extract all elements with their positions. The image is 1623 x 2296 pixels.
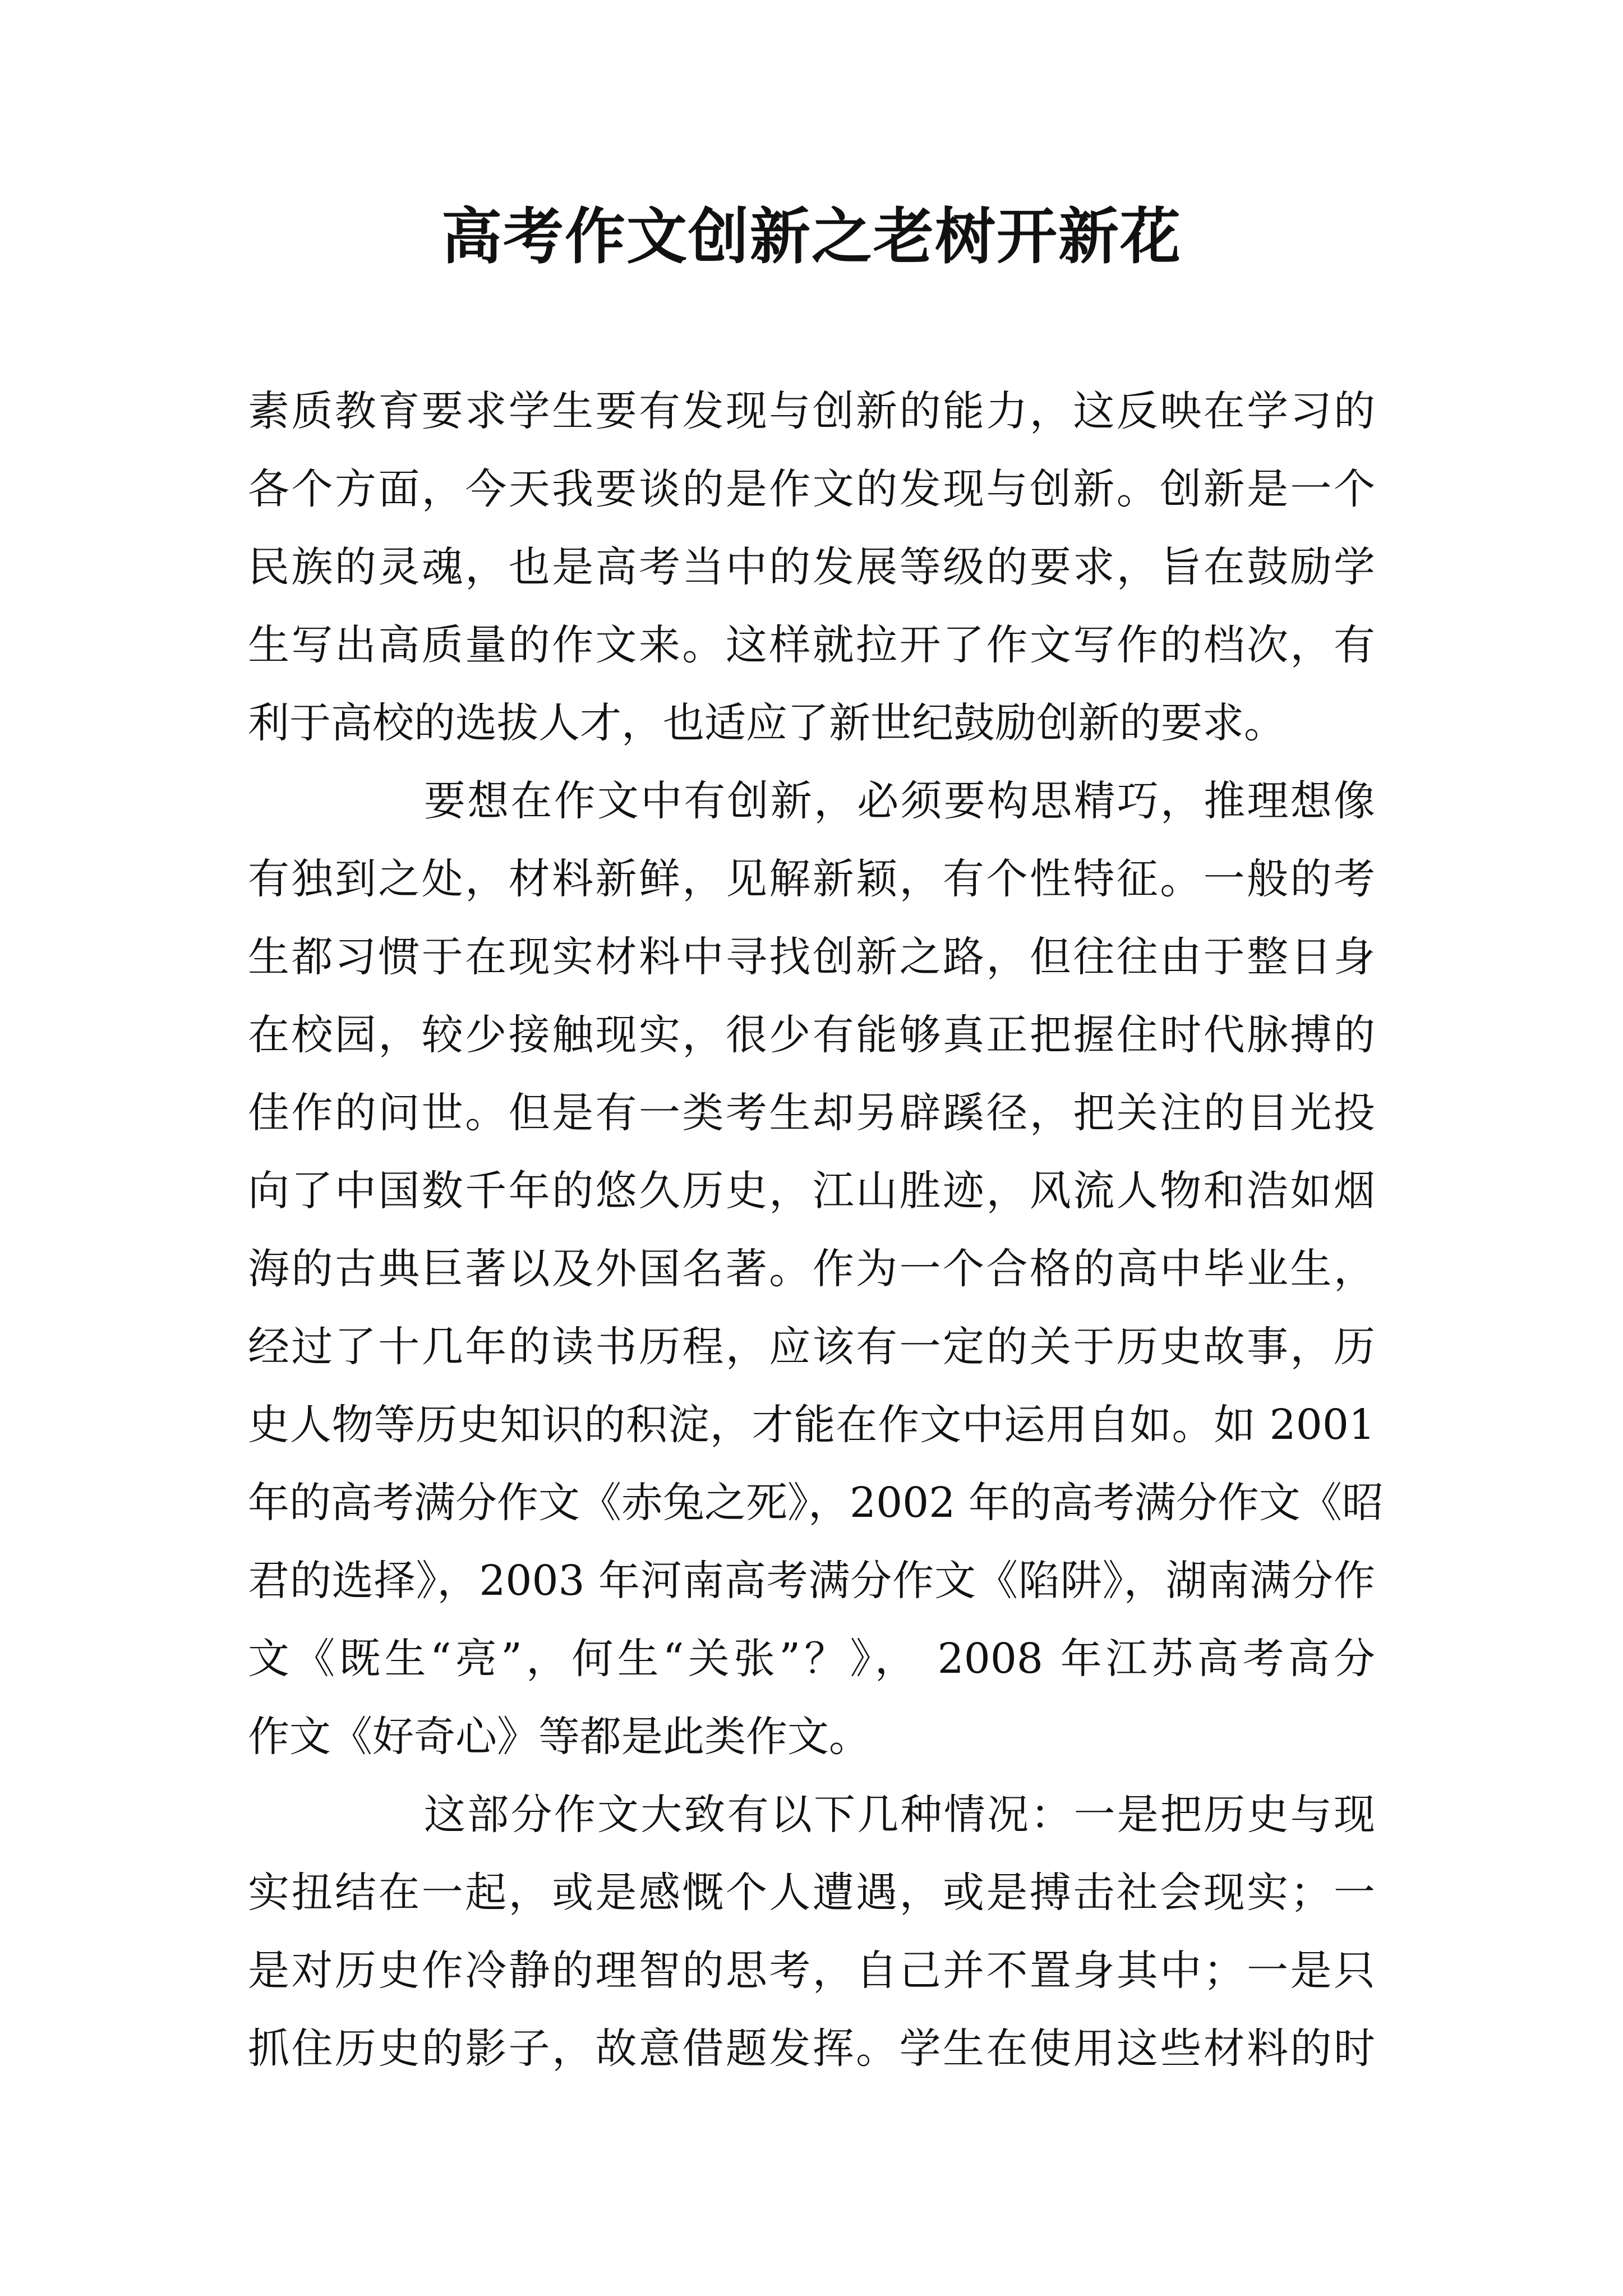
paragraph-line: 民族的灵魂，也是高考当中的发展等级的要求，旨在鼓励学 — [248, 543, 1375, 591]
document-title: 高考作文创新之老树开新花 — [441, 201, 1182, 272]
paragraph-line: 有独到之处，材料新鲜，见解新颖，有个性特征。一般的考 — [248, 855, 1375, 903]
paragraph-line: 利于高校的选拔人才，也适应了新世纪鼓励创新的要求。 — [248, 699, 1285, 747]
paragraph-line: 年的高考满分作文《赤兔之死》，2002 年的高考满分作文《昭 — [248, 1479, 1384, 1527]
paragraph-line: 向了中国数千年的悠久历史，江山胜迹，风流人物和浩如烟 — [248, 1167, 1375, 1215]
paragraph-line: 素质教育要求学生要有发现与创新的能力，这反映在学习的 — [248, 387, 1375, 435]
paragraph-line: 君的选择》，2003 年河南高考满分作文《陷阱》，湖南满分作 — [248, 1557, 1375, 1605]
paragraph-line: 经过了十几年的读书历程，应该有一定的关于历史故事，历 — [248, 1323, 1375, 1371]
paragraph-line: 作文《好奇心》等都是此类作文。 — [248, 1713, 870, 1761]
paragraph-line: 史人物等历史知识的积淀，才能在作文中运用自如。如 2001 — [248, 1401, 1375, 1449]
paragraph-line: 文《既生“亮”，何生“关张”？》， 2008 年江苏高考高分 — [248, 1635, 1375, 1683]
paragraph-line: 要想在作文中有创新，必须要构思精巧，推理想像 — [424, 777, 1375, 825]
paragraph-line: 各个方面，今天我要谈的是作文的发现与创新。创新是一个 — [248, 465, 1375, 513]
paragraph-line: 抓住历史的影子，故意借题发挥。学生在使用这些材料的时 — [248, 2024, 1375, 2073]
paragraph-line: 佳作的问世。但是有一类考生却另辟蹊径，把关注的目光投 — [248, 1089, 1375, 1137]
paragraph-line: 生写出高质量的作文来。这样就拉开了作文写作的档次，有 — [248, 621, 1375, 669]
paragraph-line: 是对历史作冷静的理智的思考，自己并不置身其中；一是只 — [248, 1947, 1375, 1995]
paragraph-line: 海的古典巨著以及外国名著。作为一个合格的高中毕业生， — [248, 1245, 1375, 1293]
paragraph-line: 生都习惯于在现实材料中寻找创新之路，但往往由于整日身 — [248, 933, 1375, 981]
paragraph-line: 这部分作文大致有以下几种情况：一是把历史与现 — [424, 1791, 1375, 1839]
paragraph-line: 实扭结在一起，或是感慨个人遭遇，或是搏击社会现实；一 — [248, 1869, 1375, 1917]
paragraph-line: 在校园，较少接触现实，很少有能够真正把握住时代脉搏的 — [248, 1011, 1375, 1059]
